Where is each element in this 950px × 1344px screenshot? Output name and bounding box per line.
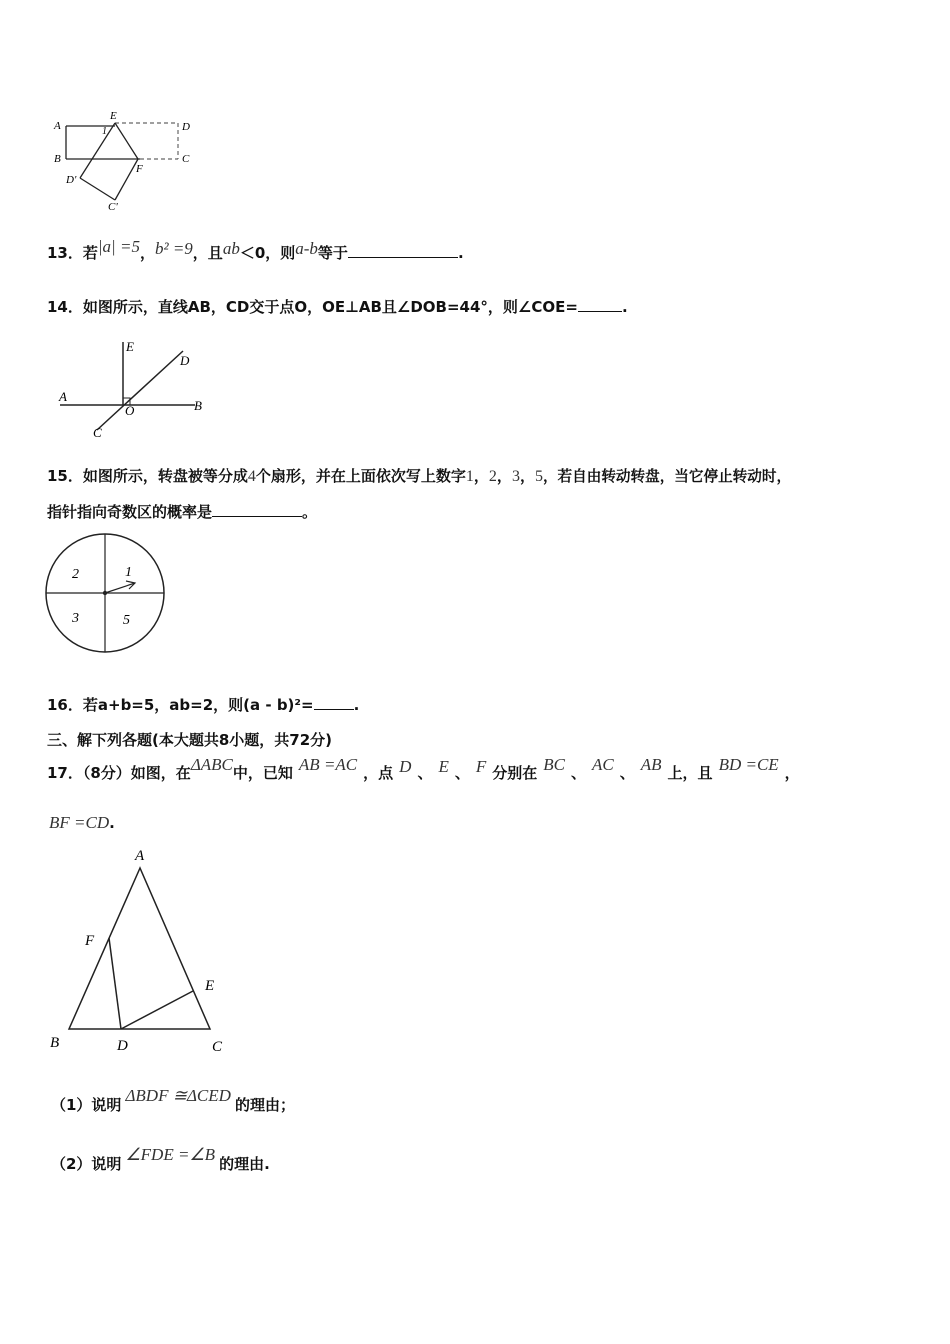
- q17-t3: 分别在: [492, 764, 538, 782]
- q17-sep-a: 、: [417, 764, 433, 782]
- fig17-label-e: E: [205, 978, 215, 994]
- q13-abs-a: |a| =5: [97, 237, 140, 256]
- fig14-label-a: A: [59, 389, 67, 404]
- q17-t5: ，: [784, 764, 800, 782]
- q14-answer-blank[interactable]: [578, 297, 622, 312]
- q17-side-ab: AB: [640, 755, 662, 774]
- fig14-label-d: D: [180, 353, 190, 368]
- q17-sep-b: 、: [454, 764, 470, 782]
- q17-2-suffix: 的理由.: [219, 1155, 270, 1173]
- fig12-label-dprime: D': [66, 174, 77, 186]
- q15-comma-3: ，: [519, 467, 535, 485]
- q13-a-minus-b: a-b: [295, 239, 318, 258]
- q17-sep-c: 、: [571, 764, 587, 782]
- question-16: [47, 694, 359, 715]
- fig12-label-d: D: [182, 121, 190, 133]
- q17-1-prefix: （1）说明: [51, 1096, 122, 1114]
- question-17-part-2: [51, 1145, 270, 1174]
- question-17-line1: [47, 755, 800, 783]
- spinner-sector-2: 2: [72, 567, 79, 582]
- q17-point-f: F: [475, 757, 487, 776]
- q17-triangle-abc: ΔABC: [190, 755, 233, 774]
- q17-point-d: D: [399, 757, 412, 776]
- spinner-figure: [40, 528, 172, 660]
- fig12-label-c: C: [182, 153, 190, 165]
- q13-end: .: [457, 244, 464, 262]
- q17-sep-d: 、: [619, 764, 635, 782]
- fig12-label-cprime: C': [108, 201, 118, 213]
- q16-text: 16．若a+b=5，ab=2，则(a - b)²=: [47, 696, 314, 714]
- spinner-sector-1: 1: [125, 565, 132, 580]
- question-15-line2: [47, 501, 317, 522]
- q15-num-3: 3: [511, 468, 520, 485]
- spinner-sector-5: 5: [123, 613, 130, 628]
- question-17-line2: [49, 813, 115, 833]
- fig17-segment-de: [121, 991, 193, 1029]
- question-14: [47, 296, 628, 317]
- q17-point-e: E: [438, 757, 449, 776]
- fig14-line-cd: [97, 351, 183, 430]
- fig14-label-c: C: [93, 425, 102, 440]
- fig14-label-e: E: [126, 339, 134, 354]
- fig14-label-o: O: [125, 403, 135, 418]
- q16-answer-blank[interactable]: [314, 695, 354, 710]
- q17-t6: .: [109, 814, 115, 832]
- fig17-label-d: D: [117, 1038, 128, 1054]
- q17-bd-eq-ce: BD =CE: [718, 755, 779, 774]
- fig12-label-f: F: [136, 163, 143, 175]
- fig12-fold-dc: [80, 178, 115, 200]
- q15-text-d: 指针指向奇数区的概率是: [47, 503, 213, 521]
- q13-mid: ，且: [192, 244, 223, 262]
- q16-end: .: [353, 696, 360, 714]
- intersecting-lines-figure: [55, 335, 215, 445]
- fig17-label-b: B: [50, 1035, 60, 1051]
- q15-comma-2: ，: [496, 467, 512, 485]
- q13-lt: ＜0，则: [239, 244, 296, 262]
- q17-1-suffix: 的理由；: [234, 1096, 295, 1114]
- question-13: [47, 237, 464, 263]
- q17-t1: 中，已知: [232, 764, 293, 782]
- fig17-label-a: A: [135, 848, 145, 864]
- fig17-label-c: C: [212, 1039, 223, 1055]
- q15-num-1: 1: [465, 468, 474, 485]
- q17-number: 17．（8分）如图，在: [47, 764, 191, 782]
- q13-ab: ab: [222, 239, 240, 258]
- fig12-fold-ed: [80, 123, 115, 178]
- q15-num-4: 4: [247, 468, 256, 485]
- fig12-label-a: A: [54, 120, 61, 132]
- q15-text-a: 15．如图所示，转盘被等分成: [47, 467, 248, 485]
- q13-sep: ，: [139, 244, 155, 262]
- triangle-abc-figure: [45, 843, 235, 1058]
- q17-side-bc: BC: [543, 755, 565, 774]
- spinner-center-dot: [103, 591, 107, 595]
- q15-answer-blank[interactable]: [212, 502, 302, 517]
- section-3-heading: 三、解下列各题(本大题共8小题，共72分): [47, 731, 333, 749]
- fig12-fold-cf: [115, 159, 138, 200]
- q17-2-angle-equality: ∠FDE =∠B: [125, 1145, 216, 1164]
- fig12-label-1: 1: [102, 126, 107, 137]
- q15-num-5: 5: [534, 468, 543, 485]
- q17-side-ac: AC: [592, 755, 614, 774]
- q15-num-2: 2: [488, 468, 497, 485]
- fig17-label-f: F: [85, 933, 95, 949]
- q17-1-congruence: ΔBDF ≅ΔCED: [125, 1086, 231, 1105]
- question-15-line1: [47, 465, 791, 486]
- q15-text-b: 个扇形，并在上面依次写上数字: [255, 467, 466, 485]
- q14-text: 14．如图所示，直线AB，CD交于点O，OE⊥AB且∠DOB=44°，则∠COE=: [47, 298, 578, 316]
- q17-2-prefix: （2）说明: [51, 1155, 122, 1173]
- q13-b-squared: b² =9: [154, 239, 193, 258]
- fig12-label-b: B: [54, 153, 61, 165]
- fig14-label-b: B: [194, 398, 202, 413]
- q17-t4: 上，且: [667, 764, 713, 782]
- fig12-label-e: E: [110, 110, 117, 122]
- spinner-sector-3: 3: [72, 611, 79, 626]
- q15-end: 。: [302, 503, 318, 521]
- fig12-fold-ef: [115, 123, 138, 159]
- q13-tail: 等于: [317, 244, 348, 262]
- question-17-part-1: [51, 1086, 295, 1115]
- q13-answer-blank[interactable]: [348, 243, 458, 258]
- fig17-segment-fd: [109, 938, 121, 1029]
- q14-end: .: [621, 298, 628, 316]
- q17-bf-eq-cd: BF =CD: [49, 813, 110, 832]
- q15-text-c: ，若自由转动转盘，当它停止转动时，: [542, 468, 792, 485]
- folded-rectangle-figure: [50, 108, 200, 213]
- q17-ab-eq-ac: AB =AC: [298, 755, 358, 774]
- q17-t2: ，点: [363, 764, 394, 782]
- q13-number: 13．若: [47, 244, 98, 262]
- q15-comma-1: ，: [473, 467, 489, 485]
